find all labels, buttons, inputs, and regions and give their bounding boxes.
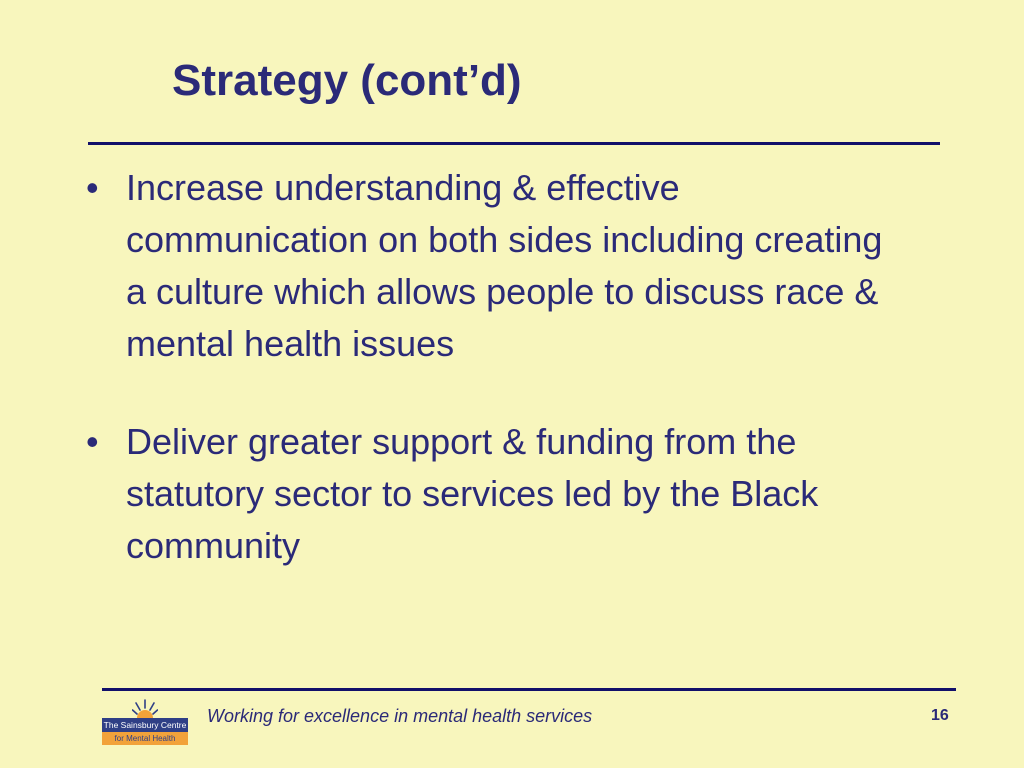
bullet-text-line: communication on both sides including creating bbox=[126, 219, 883, 260]
footer-tagline: Working for excellence in mental health services bbox=[207, 706, 593, 726]
bullet-marker: • bbox=[86, 421, 99, 462]
logo-text-line1: The Sainsbury Centre bbox=[103, 720, 187, 730]
bullet-item bbox=[86, 162, 986, 370]
bullet-text-line: Increase understanding & effective bbox=[126, 167, 680, 208]
bullet-text-line: statutory sector to services led by the Black bbox=[126, 473, 819, 514]
sainsbury-centre-logo bbox=[102, 698, 188, 746]
bullet-list bbox=[86, 162, 986, 618]
bullet-text-line: Deliver greater support & funding from the bbox=[126, 421, 797, 462]
bullet-item bbox=[86, 416, 986, 572]
sun-icon bbox=[132, 698, 158, 718]
slide-title: Strategy (cont’d) bbox=[172, 56, 522, 105]
logo-text-line2: for Mental Health bbox=[102, 732, 188, 745]
bullet-text-line: mental health issues bbox=[126, 323, 455, 364]
title-divider bbox=[88, 142, 940, 145]
footer-divider bbox=[102, 688, 956, 691]
bullet-text-line: a culture which allows people to discuss race & bbox=[126, 271, 879, 312]
bullet-marker: • bbox=[86, 167, 99, 208]
page-number: 16 bbox=[931, 707, 949, 724]
bullet-text-line: community bbox=[126, 525, 301, 566]
